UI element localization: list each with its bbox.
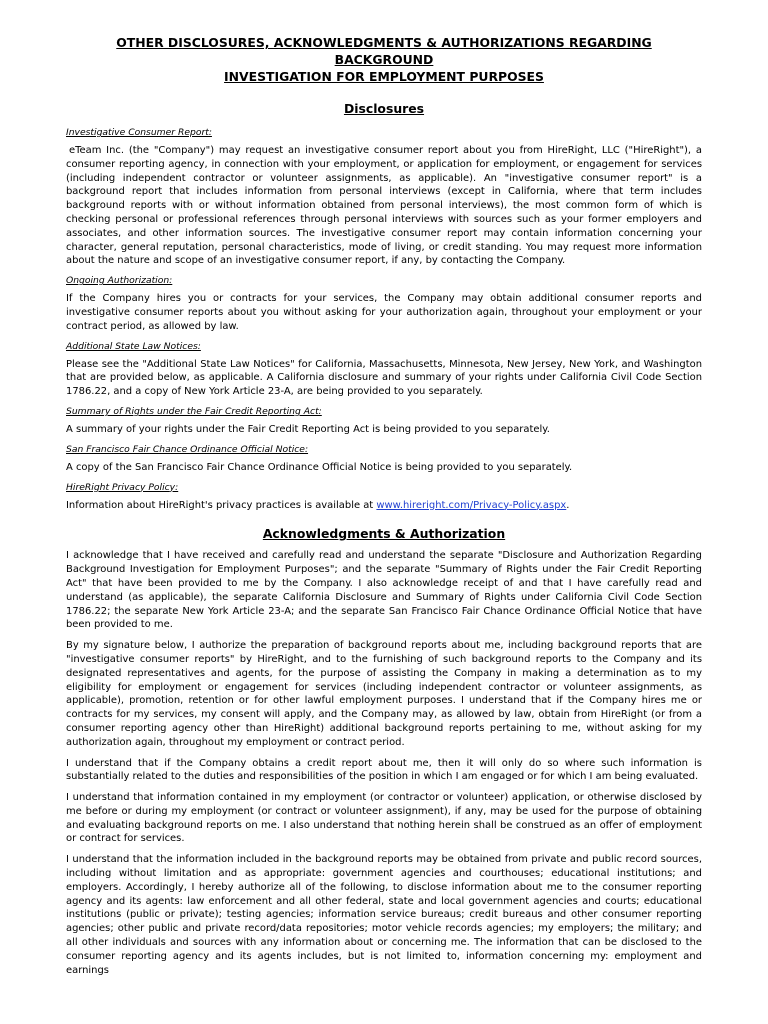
privacy-text-after: . — [566, 499, 570, 511]
privacy-policy-heading: HireRight Privacy Policy: — [66, 481, 179, 493]
privacy-policy-link[interactable]: www.hireright.com/Privacy-Policy.aspx — [376, 499, 567, 511]
state-law-notices-heading: Additional State Law Notices: — [66, 340, 201, 352]
title-line-1: OTHER DISCLOSURES, ACKNOWLEDGMENTS & AUTHORIZATIONS REGARDING BACKGROUND — [116, 35, 652, 67]
ongoing-authorization-text: If the Company hires you or contracts for your services, the Company may obtain additional consumer reports and investigative consumer reports about you without asking for your authorization again, throughout your employment or your contract period, as allowed by law. — [66, 293, 702, 332]
investigative-report-heading: Investigative Consumer Report: — [66, 127, 212, 138]
fcra-summary-heading: Summary of Rights under the Fair Credit Reporting Act: — [66, 405, 322, 417]
sf-fair-chance-heading: San Francisco Fair Chance Ordinance Official Notice: — [66, 443, 309, 455]
title-line-2: INVESTIGATION FOR EMPLOYMENT PURPOSES — [224, 69, 544, 84]
ongoing-authorization-heading: Ongoing Authorization: — [66, 275, 173, 287]
disclosures-heading: Disclosures — [343, 101, 425, 116]
ack-paragraph: I acknowledge that I have received and carefully read and understand the separate "Disclosure and Authorization Regarding Background Investigation for Employment Purposes"; and the separate "Summary of Rights under the Fair Credit Reporting Act" that have been provided to me by the Company. I also acknowledge receipt of and that I have carefully read and understand (as applicable), the separate California Disclosure and Summary of Rights under California Civil Code Section 1786.22; the separate New York Article 23-A; and the separate San Francisco Fair Chance Ordinance Official Notice that have been provided to me. — [66, 550, 702, 631]
state-law-notices-text: Please see the "Additional State Law Notices" for California, Massachusetts, Minnesota, New Jersey, New York, and Washington that are provided below, as applicable. A California disclosure and summary of your rights under California Civil Code Section 1786.22, and a copy of New York Article 23-A, are being provided to you separately. — [66, 358, 702, 398]
ack-paragraph: I understand that information contained in my employment (or contractor or volunteer) application, or otherwise disclosed by me before or during my employment (or contract or volunteer assignment), if any, may be used for the purpose of obtaining and evaluating background reports on me. I also understand that nothing herein shall be construed as an offer of employment or contract for services. — [66, 792, 702, 845]
investigative-report-text: eTeam Inc. (the "Company") may request an investigative consumer report about you from HireRight, LLC ("HireRight"), a consumer reporting agency, in connection with your employment, or application for employment, or engagement for services (including independent contractor or volunteer assignments, as applicable). An "investigative consumer report" is a background report that includes information from personal interviews (except in California, where that term includes background reports with or without information obtained from personal interviews), the most common form of which is checking personal or professional references through personal interviews with sources such as your former employers and associates, and other information sources. The investigative consumer report may contain information concerning your character, general reputation, personal characteristics, mode of living, or credit standing. You may request more information about the nature and scope of an investigative consumer report, if any, by contacting the Company. — [66, 145, 702, 267]
ack-paragraph: By my signature below, I authorize the preparation of background reports about me, including background reports that are "investigative consumer reports" by HireRight, and to the furnishing of such background reports to the Company and its designated representatives and agents, for the purpose of assisting the Company in making a determination as to my eligibility for employment or engagement for services (including independent contractor or volunteer assignments, as applicable), promotion, retention or for other lawful employment purposes. I understand that if the Company hires me or contracts for my services, my consent will apply, and the Company may, as allowed by law, obtain from HireRight (or from a consumer reporting agency other than HireRight) additional background reports pertaining to me, without asking for my authorization again, throughout my employment or contract period. — [66, 640, 702, 748]
privacy-text-before: Information about HireRight's privacy practices is available at — [66, 499, 377, 511]
ack-paragraph: I understand that if the Company obtains a credit report about me, then it will only do so where such information is substantially related to the duties and responsibilities of the position in which I am engaged or for which I am being evaluated. — [66, 757, 702, 783]
sf-fair-chance-text: A copy of the San Francisco Fair Chance Ordinance Official Notice is being provided to you separately. — [66, 461, 573, 473]
document-title — [66, 34, 702, 85]
ack-paragraph: I understand that the information included in the background reports may be obtained from private and public record sources, including without limitation and as appropriate: government agencies and courthouses; educational institutions; and employers. Accordingly, I hereby authorize all of the following, to disclose information about me to the consumer reporting agency and its agents: law enforcement and all other federal, state and local government agencies and courts; educational institutions (public or private); testing agencies; information service bureaus; credit bureaus and other consumer reporting agencies; other public and private record/data repositories; motor vehicle records agencies; my employers; the military; and all other individuals and sources with any information about or concerning me. The information that can be disclosed to the consumer reporting agency and its agents includes, but is not limited to, information concerning my: employment and earnings — [66, 854, 702, 976]
acknowledgments-heading: Acknowledgments & Authorization — [262, 526, 506, 542]
privacy-policy-text — [66, 499, 702, 513]
fcra-summary-text: A summary of your rights under the Fair Credit Reporting Act is being provided to you separately. — [66, 423, 550, 435]
